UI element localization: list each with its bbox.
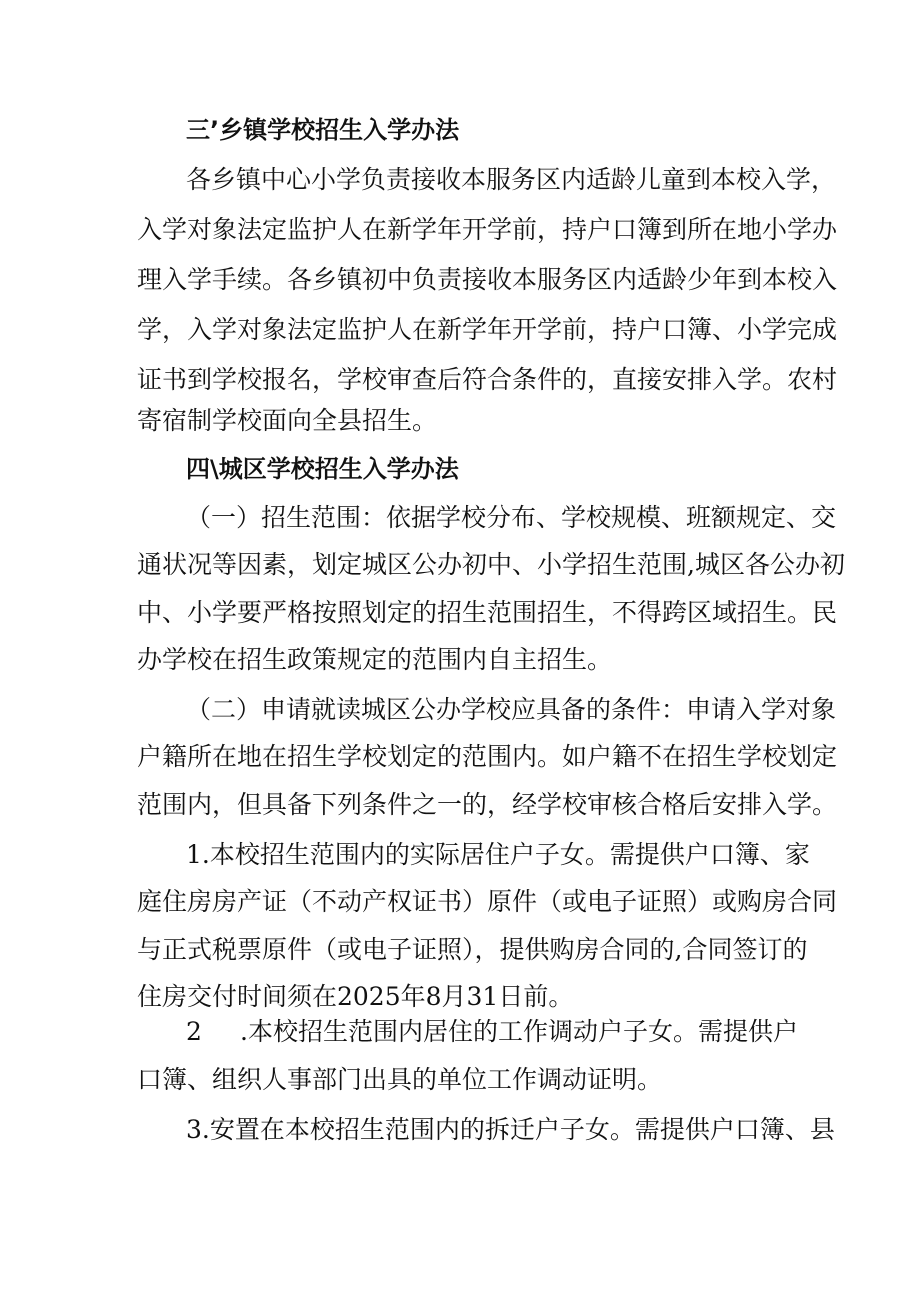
- paragraph-line: 寄宿制学校面向全县招生。: [137, 406, 438, 435]
- paragraph-line: 入学对象法定监护人在新学年开学前，持户口簿到所在地小学办: [137, 215, 838, 244]
- paragraph-line: 通状况等因素，划定城区公办初中、小学招生范围,城区各公办初: [137, 550, 845, 579]
- section-4-heading: 四\城区学校招生入学办法: [186, 455, 459, 483]
- paragraph-line: 中、小学要严格按照划定的招生范围招生，不得跨区域招生。民: [137, 598, 838, 627]
- list-item-3-line: 3.安置在本校招生范围内的拆迁户子女。需提供户口簿、县: [186, 1115, 835, 1144]
- list-item-1-line: 1.本校招生范围内的实际居住户子女。需提供户口簿、家: [186, 840, 810, 869]
- paragraph-line: 住房交付时间须在2025年8月31日前。: [137, 982, 574, 1011]
- paragraph-line: 学，入学对象法定监护人在新学年开学前，持户口簿、小学完成: [137, 315, 838, 344]
- paragraph-line: 与正式税票原件（或电子证照），提供购房合同的,合同签订的: [137, 935, 808, 964]
- paragraph-line: 庭住房房产证（不动产权证书）原件（或电子证照）或购房合同: [137, 887, 838, 916]
- paragraph-line: 办学校在招生政策规定的范围内自主招生。: [137, 645, 613, 674]
- paragraph-line: （二）申请就读城区公办学校应具备的条件：申请入学对象: [186, 695, 837, 724]
- paragraph-line: 户籍所在地在招生学校划定的范围内。如户籍不在招生学校划定: [137, 742, 838, 771]
- paragraph-line: （一）招生范围：依据学校分布、学校规模、班额规定、交: [186, 503, 837, 532]
- list-item-2-line: .本校招生范围内居住的工作调动户子女。需提供户: [240, 1017, 798, 1046]
- paragraph-line: 口簿、组织人事部门出具的单位工作调动证明。: [137, 1065, 663, 1094]
- paragraph-line: 范围内，但具备下列条件之一的，经学校审核合格后安排入学。: [137, 790, 838, 819]
- list-item-2-number: 2: [186, 1017, 202, 1046]
- section-3-heading: 三’乡镇学校招生入学办法: [186, 116, 460, 144]
- paragraph-line: 各乡镇中心小学负责接收本服务区内适龄儿童到本校入学，: [186, 165, 837, 194]
- paragraph-line: 证书到学校报名，学校审查后符合条件的，直接安排入学。农村: [137, 365, 838, 394]
- paragraph-line: 理入学手续。各乡镇初中负责接收本服务区内适龄少年到本校入: [137, 265, 838, 294]
